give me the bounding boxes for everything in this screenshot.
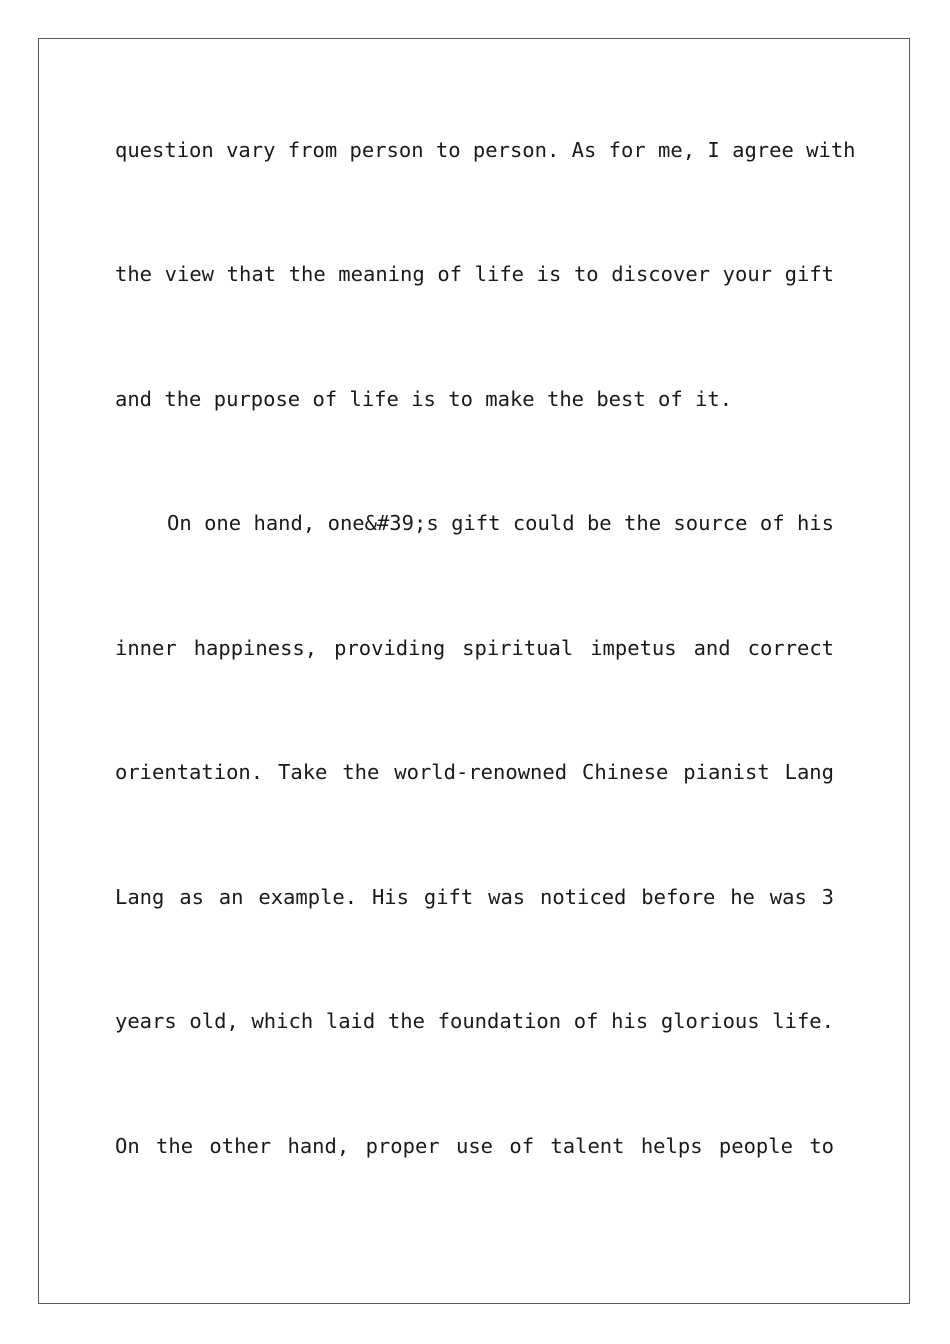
text-line-8: years old, which laid the foundation of his glorious life. [115, 1009, 834, 1033]
text-line-5: inner happiness, providing spiritual impetus and correct [115, 636, 834, 660]
document-page [38, 38, 910, 1304]
text-line-3: and the purpose of life is to make the best of it. [115, 387, 733, 411]
text-line-7: Lang as an example. His gift was noticed before he was 3 [115, 885, 834, 909]
text-line-1: question vary from person to person. As for me, I agree with [115, 138, 856, 162]
text-line-4: On one hand, one&#39;s gift could be the source of his [167, 511, 834, 535]
text-line-9: On the other hand, proper use of talent helps people to [115, 1134, 834, 1158]
text-line-6: orientation. Take the world-renowned Chinese pianist Lang [115, 760, 834, 784]
text-line-2: the view that the meaning of life is to discover your gift [115, 262, 834, 286]
